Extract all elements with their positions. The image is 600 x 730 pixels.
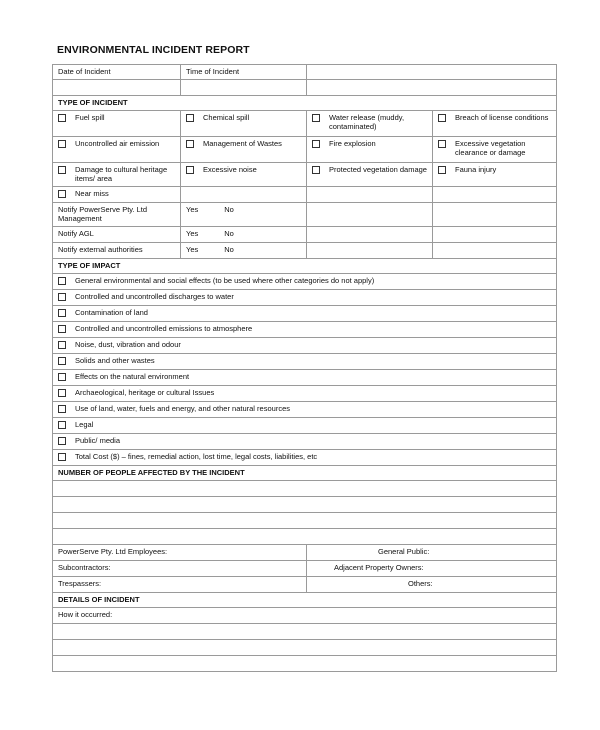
page-title: ENVIRONMENTAL INCIDENT REPORT — [57, 44, 250, 56]
trespassers-field[interactable]: Trespassers: — [53, 577, 307, 593]
notify-agl-yes-no[interactable] — [181, 227, 307, 243]
checkbox[interactable] — [58, 357, 66, 365]
type-of-incident-heading: TYPE OF INCIDENT — [53, 96, 557, 111]
checkbox[interactable] — [58, 453, 66, 461]
details-heading: DETAILS OF INCIDENT — [53, 593, 557, 608]
header-blank-cell[interactable] — [307, 65, 557, 80]
checkbox[interactable] — [58, 277, 66, 285]
checkbox[interactable] — [58, 405, 66, 413]
blank-line[interactable] — [53, 624, 557, 640]
blank-cell[interactable] — [433, 203, 557, 227]
checkbox[interactable] — [58, 309, 66, 317]
blank-cell[interactable] — [433, 187, 557, 203]
blank-cell[interactable] — [307, 227, 433, 243]
option-chemical-spill[interactable]: Chemical spill — [181, 111, 307, 137]
option-fire-explosion[interactable]: Fire explosion — [307, 137, 433, 163]
option-near-miss[interactable]: Near miss — [53, 187, 181, 203]
checkbox[interactable] — [58, 373, 66, 381]
checkbox[interactable] — [186, 166, 194, 174]
checkbox[interactable] — [312, 166, 320, 174]
notify-external-yes-no[interactable] — [181, 243, 307, 259]
impact-item[interactable]: Contamination of land — [53, 306, 557, 322]
impact-item[interactable]: Legal — [53, 418, 557, 434]
option-excessive-noise[interactable]: Excessive noise — [181, 163, 307, 187]
option-excessive-vegetation-clearance[interactable]: Excessive vegetation clearance or damage — [433, 137, 557, 163]
blank-cell[interactable] — [307, 203, 433, 227]
blank-line[interactable] — [53, 481, 557, 497]
checkbox[interactable] — [312, 114, 320, 122]
people-affected-heading: NUMBER OF PEOPLE AFFECTED BY THE INCIDENT — [53, 466, 557, 481]
blank-line[interactable] — [53, 656, 557, 672]
notify-agl-label: Notify AGL — [53, 227, 181, 243]
notify-management-yes-no[interactable] — [181, 203, 307, 227]
impact-item[interactable]: General environmental and social effects (to be used where other categories do not apply) — [53, 274, 557, 290]
blank-cell[interactable] — [181, 187, 307, 203]
checkbox[interactable] — [58, 166, 66, 174]
checkbox[interactable] — [58, 341, 66, 349]
time-of-incident-label: Time of Incident — [181, 65, 307, 80]
checkbox[interactable] — [312, 140, 320, 148]
checkbox[interactable] — [438, 166, 446, 174]
checkbox[interactable] — [438, 114, 446, 122]
option-fuel-spill[interactable]: Fuel spill — [53, 111, 181, 137]
option-protected-vegetation-damage[interactable]: Protected vegetation damage — [307, 163, 433, 187]
yes-option[interactable]: Yes — [186, 245, 199, 254]
date-of-incident-label: Date of Incident — [53, 65, 181, 80]
checkbox[interactable] — [58, 114, 66, 122]
incident-report-form — [52, 64, 557, 672]
general-public-field[interactable]: General Public: — [307, 545, 557, 561]
how-it-occurred-field[interactable]: How it occurred: — [53, 608, 557, 624]
yes-option[interactable]: Yes — [186, 229, 199, 238]
blank-cell[interactable] — [307, 243, 433, 259]
notify-external-authorities-label: Notify external authorities — [53, 243, 181, 259]
employees-field[interactable]: PowerServe Pty. Ltd Employees: — [53, 545, 307, 561]
impact-item[interactable]: Controlled and uncontrolled emissions to atmosphere — [53, 322, 557, 338]
time-of-incident-field[interactable] — [181, 80, 307, 96]
subcontractors-field[interactable]: Subcontractors: — [53, 561, 307, 577]
others-field[interactable]: Others: — [307, 577, 557, 593]
blank-line[interactable] — [53, 640, 557, 656]
impact-item[interactable]: Effects on the natural environment — [53, 370, 557, 386]
impact-item[interactable]: Solids and other wastes — [53, 354, 557, 370]
option-management-of-wastes[interactable]: Management of Wastes — [181, 137, 307, 163]
blank-cell[interactable] — [433, 243, 557, 259]
checkbox[interactable] — [438, 140, 446, 148]
adjacent-property-owners-field[interactable]: Adjacent Property Owners: — [307, 561, 557, 577]
checkbox[interactable] — [58, 293, 66, 301]
no-option[interactable]: No — [224, 245, 234, 254]
no-option[interactable]: No — [224, 205, 234, 214]
option-water-release[interactable]: Water release (muddy, contaminated) — [307, 111, 433, 137]
checkbox[interactable] — [58, 190, 66, 198]
notify-management-label: Notify PowerServe Pty. Ltd Management — [53, 203, 181, 227]
blank-line[interactable] — [53, 513, 557, 529]
header-blank-field[interactable] — [307, 80, 557, 96]
impact-item[interactable]: Controlled and uncontrolled discharges to water — [53, 290, 557, 306]
option-fauna-injury[interactable]: Fauna injury — [433, 163, 557, 187]
impact-item[interactable]: Noise, dust, vibration and odour — [53, 338, 557, 354]
blank-line[interactable] — [53, 497, 557, 513]
checkbox[interactable] — [186, 140, 194, 148]
impact-item[interactable]: Total Cost ($) – fines, remedial action, lost time, legal costs, liabilities, etc — [53, 450, 557, 466]
option-uncontrolled-air-emission[interactable]: Uncontrolled air emission — [53, 137, 181, 163]
checkbox[interactable] — [58, 325, 66, 333]
checkbox[interactable] — [58, 389, 66, 397]
blank-cell[interactable] — [307, 187, 433, 203]
no-option[interactable]: No — [224, 229, 234, 238]
blank-line[interactable] — [53, 529, 557, 545]
blank-cell[interactable] — [433, 227, 557, 243]
impact-item[interactable]: Use of land, water, fuels and energy, and other natural resources — [53, 402, 557, 418]
option-breach-of-license[interactable]: Breach of license conditions — [433, 111, 557, 137]
yes-option[interactable]: Yes — [186, 205, 199, 214]
date-of-incident-field[interactable] — [53, 80, 181, 96]
impact-item[interactable]: Archaeological, heritage or cultural Issues — [53, 386, 557, 402]
checkbox[interactable] — [58, 140, 66, 148]
checkbox[interactable] — [58, 437, 66, 445]
impact-item[interactable]: Public/ media — [53, 434, 557, 450]
checkbox[interactable] — [58, 421, 66, 429]
checkbox[interactable] — [186, 114, 194, 122]
type-of-impact-heading: TYPE OF IMPACT — [53, 259, 557, 274]
option-damage-to-cultural-heritage[interactable]: Damage to cultural heritage items/ area — [53, 163, 181, 187]
